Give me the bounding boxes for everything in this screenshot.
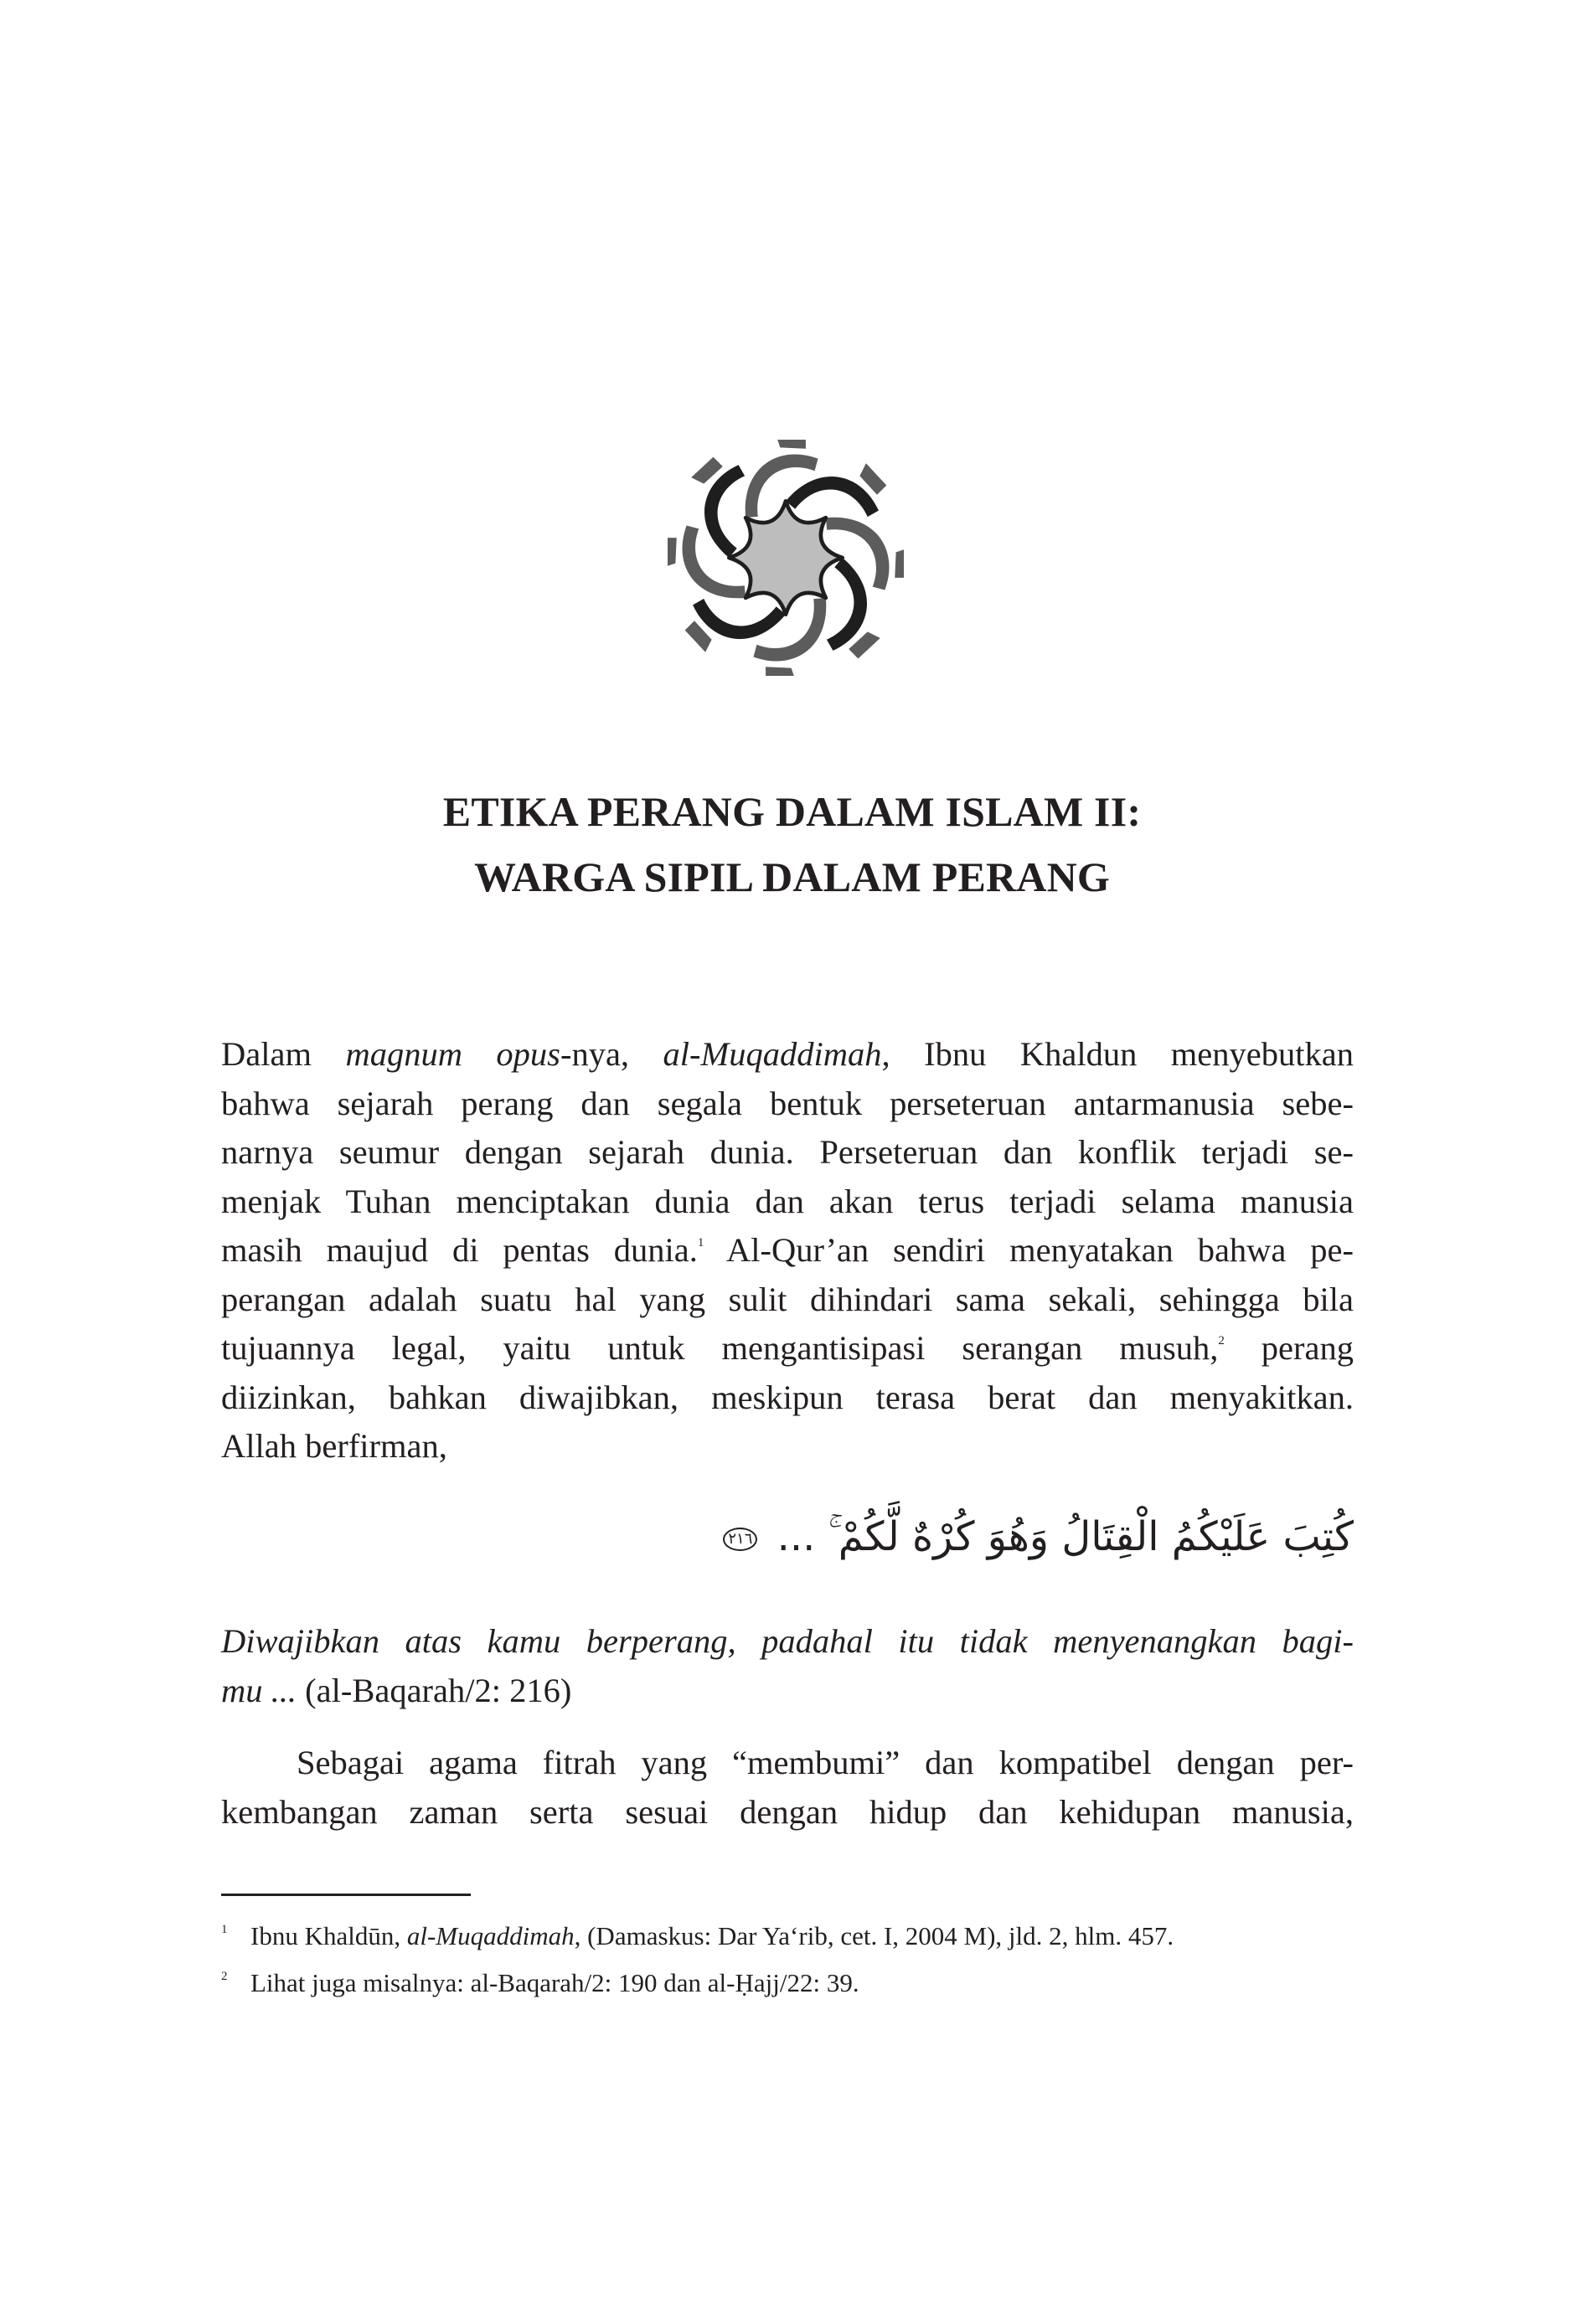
paragraph-line: kembangan zaman serta sesuai dengan hidup dan kehidupan manusia, (221, 1792, 1354, 1831)
band-segment (693, 599, 786, 639)
footnote-2 (221, 1960, 1354, 2007)
translation-line: Diwajibkan atas kamu berperang, padahal itu tidak menyenangkan bagi- (221, 1622, 1354, 1660)
footnote-text: Lihat juga misalnya: al-Baqarah/2: 190 dan al-Ḥajj/22: 39. (250, 1968, 859, 1997)
eight-petal-rosette-icon (668, 440, 904, 676)
chapter-title-line-2: WARGA SIPIL DALAM PERANG (473, 853, 1111, 900)
footnote-text: Ibnu Khaldūn, al-Muqaddimah, (Damaskus: Dar Ya‘rib, cet. I, 2004 M), jld. 2, hlm. 457. (250, 1921, 1174, 1950)
footnote-ref-2[interactable]: 2 (1218, 1334, 1225, 1348)
band-segment (786, 477, 879, 517)
paragraph-line: tujuannya legal, yaitu untuk mengantisipasi serangan musuh,$^2$ perang (221, 1329, 1354, 1367)
footnote-number: 2 (221, 1970, 228, 1983)
paragraph-line: Allah berfirman, (221, 1427, 447, 1465)
footnote-divider (221, 1894, 471, 1896)
paragraph-line: masih maujud di pentas dunia.$^1$ Al-Qur’an sendiri menyatakan bahwa pe- (221, 1231, 1354, 1269)
verse-reference: (al-Baqarah/2: 216) (297, 1671, 572, 1709)
chapter-title-line-1: ETIKA PERANG DALAM ISLAM II: (442, 788, 1142, 835)
ayah-number-marker: ٢١٦ (723, 1528, 757, 1551)
paragraph-line: menjak Tuhan menciptakan dunia dan akan terus terjadi selama manusia (221, 1182, 1354, 1220)
arabic-text: كُتِبَ عَلَيْكُمُ الْقِتَالُ وَهُوَ كُرْهٌ لَّكُمْ ۚ ... (777, 1513, 1354, 1560)
paragraph-line: perangan adalah suatu hal yang sulit dihindari sama sekali, sehingga bila (221, 1280, 1354, 1318)
interlace-band (685, 599, 786, 652)
footnotes (221, 1913, 1354, 2007)
footnote-ref-1[interactable]: 1 (697, 1236, 704, 1250)
paragraph-intro (221, 1030, 1354, 1471)
band-segment (704, 465, 745, 558)
book-title-italic: al-Muqaddimah (663, 1035, 882, 1073)
interlace-band (691, 457, 745, 558)
translation-line: mu ... (al-Baqarah/2: 216) (221, 1671, 572, 1709)
rosette-petals (729, 501, 842, 614)
paragraph-line: Sebagai agama fitrah yang “membumi” dan kompatibel dengan per- (297, 1744, 1354, 1781)
paragraph-line: diizinkan, bahkan diwajibkan, meskipun terasa berat dan menyakitkan. (221, 1378, 1354, 1416)
paragraph-line: bahwa sejarah perang dan segala bentuk perseteruan antarmanusia sebe- (221, 1084, 1354, 1122)
footnote-1 (221, 1913, 1354, 1960)
italic-term: magnum opus (345, 1035, 560, 1073)
paragraph-continuation (221, 1739, 1354, 1837)
quran-verse-arabic (221, 1507, 1354, 1566)
chapter-title (218, 779, 1366, 910)
verse-translation (221, 1617, 1354, 1715)
paragraph-line: narnya seumur dengan sejarah dunia. Perseteruan dan konflik terjadi se- (221, 1133, 1354, 1171)
footnote-number: 1 (221, 1923, 228, 1936)
interlace-band (786, 463, 886, 517)
band-segment (827, 558, 867, 651)
interlace-band (827, 558, 880, 658)
paragraph-line: Dalam magnum opus-nya, al-Muqaddimah, Ibnu Khaldun menyebutkan (221, 1035, 1354, 1073)
